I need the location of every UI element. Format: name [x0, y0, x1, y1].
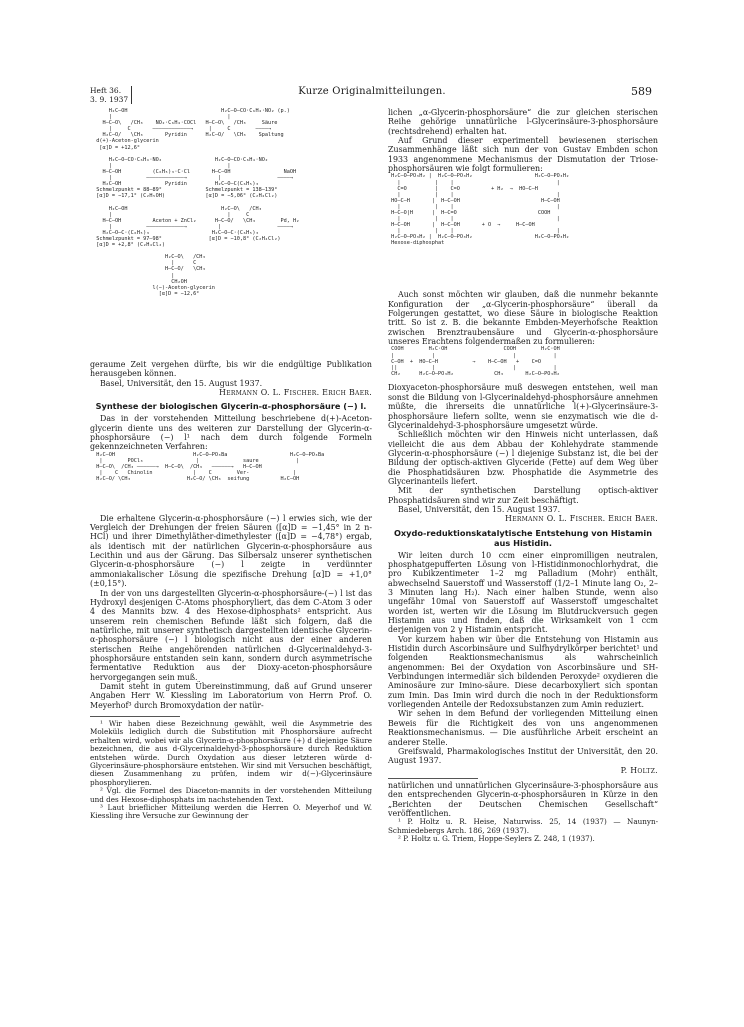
- footnote: ¹ P. Holtz u. R. Heise, Naturwiss. 25, 14 (1937) — Naunyn-Schmiedebergs Arch. 186, 269 (1937).: [388, 817, 658, 835]
- left-column: [90, 108, 372, 821]
- place-date: Greifswald, Pharmakologisches Institut der Universität, den 20. August 1937.: [388, 746, 658, 766]
- footnote: ¹ Wir haben diese Bezeichnung gewählt, weil die Asymmetrie des Moleküls lediglich durch die Substitution mit Phosphorsäure aufrecht erhalten wird, wobei wir als Glycerin-α-phosphorsäure (+) d diejenige Säure bezeichnen, die aus d-Glycerinaldehyd-3-phosphorsäure durch Reduktion entstehen würde. Durch Oxydation aus dieser letzteren würde d-Glycerinsäure-phosphorsäure entstehen. Wir sind mit Versuchen beschäftigt, diesen Zusammenhang zu prüfen, indem wir d(−)-Glycerinsäure phosphorylieren.: [90, 718, 372, 787]
- embden-meyerhof-scheme: COOH H₂C·OH COOH H₂C·OH | | | | C—OH + HO—C—H → H—C—OH + C=O || | | | CH₂ H₂C—O—PO₃H₂ CH₃ H₂C—O—PO₃H₂: [391, 346, 560, 377]
- signature: P. Holtz.: [620, 765, 658, 775]
- closing-paragraph: geraume Zeit vergehen dürfte, bis wir die endgültige Publikation herausgeben können.: [90, 360, 372, 379]
- paragraph: Das in der vorstehenden Mitteilung beschriebene d(+)-Aceton-glycerin diente uns des weiteren zur Darstellung der Glycerin-α-phosphorsäure (−) l¹ nach dem durch folgende Formeln gekennzeichneten Verfahren:: [90, 414, 372, 452]
- footnote-continuation: natürlichen und unnatürlichen Glycerinsäure-3-phosphorsäure aus den entsprechenden Glycerin-α-phosphorsäuren in Kürze in den „Berichten der Deutschen Chemischen Gesellschaft“ veröffentlichen.: [388, 780, 658, 818]
- paragraph: Damit steht in gutem Übereinstimmung, daß auf Grund unserer Angaben Herr W. Kiessling im Laboratorium von Herrn Prof. O. Meyerhof³ durch Bromoxydation der natür-: [90, 681, 372, 710]
- running-title: Kurze Originalmitteilungen.: [298, 86, 446, 97]
- place-date: Basel, Universität, den 15. August 1937.: [100, 378, 263, 388]
- paragraph: Wir leiten durch 10 ccm einer einpromilligen neutralen, phosphatgepufferten Lösung von l-Histidinmonochlorhydrat, die pro Kubikzentimeter 1–2 mg Palladium (Mohr) enthält, abwechselnd Sauerstoff und Wasserstoff (1/2–1 Minute lang O₂, 2–3 Minuten lang H₂). Nach einer halben Stunde, wenn also ungefähr 10mal von Sauerstoff auf Wasserstoff umgeschaltet worden ist, werten wir die Lösung im Blutdruckversuch gegen Histamin aus und finden, daß die Wirksamkeit von 1 ccm derjenigen von 2 γ Histamin entspricht.: [388, 550, 658, 635]
- paragraph: lichen „α-Glycerin-phosphorsäure“ die zur gleichen sterischen Reihe gehörige unnatürliche l-Glycerinsäure-3-phosphorsäure (rechtsdrehend) erhalten hat.: [388, 108, 658, 136]
- paragraph: In der von uns dargestellten Glycerin-α-phosphorsäure-(−) l ist das Hydroxyl desjenigen C-Atoms phosphoryliert, das dem C-Atom 3 oder 4 des Mannits bzw. 4 des Hexose-diphosphats² entspricht. Aus unserem rein chemischen Befunde läßt sich folgern, daß die natürliche, mit unserer synthetisch dargestellten identische Glycerin-α-phosphorsäure (−) l biologisch nicht aus der einer anderen sterischen Reihe angehörenden natürlichen d-Glycerinaldehyd-3-phosphorsäure entstanden sein kann, sondern durch asymmetrische fermentative Reduktion aus der Dioxy-aceton-phosphorsäure hervorgegangen sein muß.: [90, 588, 372, 682]
- paragraph: Auch sonst möchten wir glauben, daß die nunmehr bekannte Konfiguration der „α-Glycerin-phosphorsäure“ überall da Folgerungen gestattet, wo diese Säure in biologische Reaktion tritt. So ist z. B. die bekannte Embden-Meyerhofsche Reaktion zwischen Brenztraubensäure und Glycerin-α-phosphorsäure unseres Erachtens folgendermaßen zu formulieren:: [388, 290, 658, 347]
- section-title: Oxydo-reduktionskatalytische Entstehung von Histamin aus Histidin.: [393, 527, 653, 548]
- issue-number: Heft 36.: [90, 86, 122, 95]
- paragraph: Auf Grund dieser experimentell bewiesenen sterischen Zusammenhänge läßt sich nun der von Gustav Embden schon 1933 angenommene Mechanismus der Dismutation der Triose-phosphorsäuren wie folgt formulieren:: [388, 136, 658, 174]
- section-title: Synthese der biologischen Glycerin-α-phosphorsäure (−) l.: [95, 401, 367, 412]
- paragraph: Mit der synthetischen Darstellung optisch-aktiver Phosphatidsäuren sind wir zur Zeit beschäftigt.: [388, 486, 658, 505]
- dismutation-scheme: H₂C—O—PO₃H₂ | H₂C—O—PO₃H₂ H₂C—O—PO₃H₂ | | | | C=O | C=O + H₂ → HO—C—H | | | | HO—C—H | H—C—OH H—C—OH | | | | H—C—O|H | H—C=O COOH | | | | H—C—OH | H—C—OH + O → H—C—OH | | | | H₂C—O—PO₃H₂ | H₂C—O—PO₃H₂ H₂C—O—PO₃H₂ Hexose-diphosphat: [391, 173, 570, 247]
- paragraph: Vor kurzem haben wir über die Entstehung von Histamin aus Histidin durch Ascorbinsäure und Sulfhydrylkörper berichtet¹ und folgenden Reaktionsmechanismus als wahrscheinlich angenommen: Bei der Oxydation von Ascorbinsäure und SH-Verbindungen intermediär sich bildenden Peroxyde² oxydieren die Aminosäure zur Imino-säure. Diese decarboxyliert sich spontan zum Imin. Das Imin wird durch die noch in der Reduktionsform vorliegenden Anteile der Redoxsubstanzen zum Amin reduziert.: [388, 634, 658, 710]
- signature: Hermann O. L. Fischer. Erich Baer.: [505, 514, 658, 524]
- synthesis-scheme-aceton-glycerin: H₂C—OH H₂C—O—CO·C₆H₄·NO₂ (p.) | | H—C—O\ /CH₃ NO₂·C₆H₄·COCl H—C—O\ /CH₃ Säure | C ————————————→ | C ————→ H₂C—O/ \CH₃ Pyridin H₂C—O/ \CH₃ Spaltung d(+)-Aceton-glycerin [α]D = +12,6° H₂C—O—CO·C₆H₄·NO₂ H₂C—O—CO·C₆H₄·NO₂ | | H—C—OH (C₆H₅)₃·C·Cl H—C—OH NaOH | ————————————→ | ————→ H₂C—OH Pyridin H₂C—O—C(C₆H₅)₃ Schmelzpunkt = 88–89° Schmelzpunkt = 138–139° [α]D = −17,1° (C₂H₅OH) [α]D = −5,06° (C₂H₄Cl₂) H₂C—OH H₂C—O\ /CH₃ | | C H—C—OH Aceton + ZnCl₂ H—C—O/ \CH₃ Pd, H₂ | ————————————→ | ————→ H₂C—O—C·(C₆H₅)₃ H₂C—O—C·(C₆H₅)₃ Schmelzpunkt = 97–98° [α]D = −10,8° (C₂H₄Cl₂) [α]D = +2,8° (C₂H₄Cl₂) H₂C—O\ /CH₃ | C H—C—O/ \CH₃ | CH₂OH l(−)-Aceton-glycerin [α]D = −12,6°: [96, 108, 300, 297]
- phosphorylation-scheme: H₂C—OH H₂C—O—PO₃Ba H₂C—O—PO₃Ba | POCl₃ | saure | H—C—O\ /CH₃ ——————→ H—C—O\ /CH₃ ——————→ H—C—OH | C Chinolin | C Ver- | H₂C—O/ \CH₃ H₂C—O/ \CH₃ seifung H₂C—OH: [96, 451, 325, 483]
- issue-date: 3. 9. 1937: [90, 95, 129, 104]
- signature: Hermann O. L. Fischer. Erich Baer.: [219, 388, 372, 398]
- footnote: ² P. Holtz u. G. Triem, Hoppe-Seylers Z. 248, 1 (1937).: [398, 834, 595, 844]
- paragraph: Wir sehen in dem Befund der vorliegenden Mitteilung einen Beweis für die Richtigkeit des von uns angenommenen Reaktionsmechanismus. — Die ausführliche Arbeit erscheint an anderer Stelle.: [388, 709, 658, 747]
- right-column: [388, 108, 658, 843]
- paragraph: Schließlich möchten wir den Hinweis nicht unterlassen, daß vielleicht die aus dem Abbau der Kohlehydrate stammende Glycerin-α-phosphorsäure (−) l diejenige Substanz ist, die bei der Bildung der optisch-aktiven Glyceride (Fette) auf dem Weg über die Phosphatidsäuren bzw. Phosphatide die Asymmetrie des Glycerinanteils liefert.: [388, 430, 658, 486]
- footnote: ³ Laut brieflicher Mitteilung werden die Herren O. Meyerhof und W. Kiessling ihre Versuche zur Gewinnung der: [90, 803, 372, 821]
- footnote-rule: [388, 778, 478, 779]
- footnote: ² Vgl. die Formel des Diaceton-mannits in der vorstehenden Mitteilung und des Hexose-diphosphats im nachstehenden Text.: [90, 786, 372, 804]
- page-number: 589: [631, 85, 652, 98]
- paragraph: Die erhaltene Glycerin-α-phosphorsäure (−) l erwies sich, wie der Vergleich der Drehungen der freien Säuren ([α]D = −1,45° in 2 n-HCl) und ihrer Dimethyläther-dimethylester ([α]D = −4,78°) ergab, als identisch mit der natürlichen Glycerin-α-phosphorsäure aus Lecithin und aus der Gärung. Das Silbersalz unserer synthetischen Glycerin-α-phosphorsäure (−) l zeigte in verdünnter ammoniakalischer Lösung die spezifische Drehung [α]D = +1,0° (±0,15°).: [90, 513, 372, 589]
- place-date: Basel, Universität, den 15. August 1937.: [398, 504, 561, 514]
- paragraph: Dioxyaceton-phosphorsäure muß deswegen entstehen, weil man sonst die Bildung von l-Glycerinaldehyd-phosphorsäure annehmen müßte, die ihrerseits die unnatürliche l(+)-Glycerinsäure-3-phosphorsäure liefern sollte, wenn sie enzymatisch wie die d-Glycerinaldehyd-3-phosphorsäure umgesetzt würde.: [388, 383, 658, 430]
